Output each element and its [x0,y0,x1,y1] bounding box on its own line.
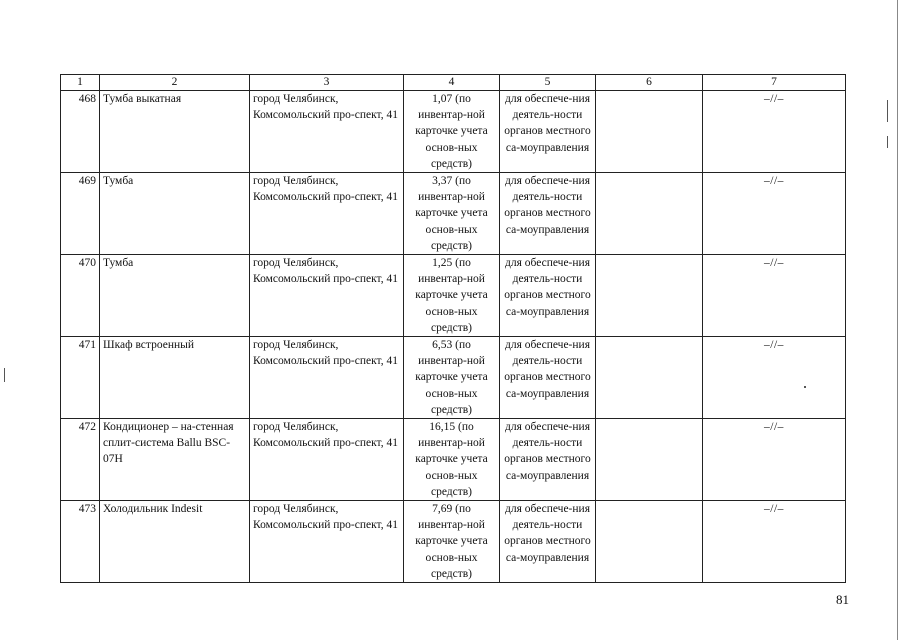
column-header: 6 [596,75,703,91]
table-row [61,501,846,583]
item-column-6 [596,173,703,255]
item-column-6 [596,337,703,419]
table-row [61,255,846,337]
item-purpose: для обеспече-ния деятель-ности органов местного са-моуправления [500,419,596,501]
item-column-7: –//– [703,173,846,255]
item-purpose: для обеспече-ния деятель-ности органов местного са-моуправления [500,337,596,419]
item-name: Холодильник Indesit [100,501,250,583]
item-column-7: –//– [703,91,846,173]
item-address: город Челябинск, Комсомольский про-спект, 41 [250,419,404,501]
item-name: Тумба [100,255,250,337]
column-header: 7 [703,75,846,91]
page-number: 81 [836,592,849,607]
item-column-6 [596,501,703,583]
item-column-6 [596,91,703,173]
property-register-table [60,74,846,583]
item-purpose: для обеспече-ния деятель-ности органов местного са-моуправления [500,501,596,583]
item-column-7: –//– [703,337,846,419]
column-header: 3 [250,75,404,91]
item-address: город Челябинск, Комсомольский про-спект, 41 [250,501,404,583]
item-purpose: для обеспече-ния деятель-ности органов местного са-моуправления [500,91,596,173]
item-address: город Челябинск, Комсомольский про-спект, 41 [250,255,404,337]
table-row [61,91,846,173]
item-column-7: –//– [703,501,846,583]
item-column-7: –//– [703,255,846,337]
table-row [61,173,846,255]
item-purpose: для обеспече-ния деятель-ности органов местного са-моуправления [500,173,596,255]
item-name: Тумба [100,173,250,255]
column-number-row [61,75,846,91]
item-name: Шкаф встроенный [100,337,250,419]
item-address: город Челябинск, Комсомольский про-спект, 41 [250,91,404,173]
item-name: Кондиционер – на-стенная сплит-система Ballu BSC-07H [100,419,250,501]
table-row [61,337,846,419]
scan-mark [887,136,888,148]
row-number: 471 [61,337,100,419]
item-cost: 7,69 (по инвентар-ной карточке учета основ-ных средств) [404,501,500,583]
item-cost: 3,37 (по инвентар-ной карточке учета основ-ных средств) [404,173,500,255]
item-cost: 16,15 (по инвентар-ной карточке учета основ-ных средств) [404,419,500,501]
item-name: Тумба выкатная [100,91,250,173]
column-header: 2 [100,75,250,91]
item-cost: 1,25 (по инвентар-ной карточке учета основ-ных средств) [404,255,500,337]
column-header: 4 [404,75,500,91]
item-column-7: –//– [703,419,846,501]
item-purpose: для обеспече-ния деятель-ности органов местного са-моуправления [500,255,596,337]
item-column-6 [596,255,703,337]
scan-mark [804,386,806,388]
column-header: 1 [61,75,100,91]
scan-mark [4,368,5,382]
scan-edge-line [897,0,898,640]
row-number: 470 [61,255,100,337]
row-number: 469 [61,173,100,255]
item-cost: 6,53 (по инвентар-ной карточке учета основ-ных средств) [404,337,500,419]
item-column-6 [596,419,703,501]
row-number: 472 [61,419,100,501]
table-row [61,419,846,501]
item-address: город Челябинск, Комсомольский про-спект, 41 [250,173,404,255]
column-header: 5 [500,75,596,91]
scan-mark [887,100,888,122]
item-address: город Челябинск, Комсомольский про-спект, 41 [250,337,404,419]
item-cost: 1,07 (по инвентар-ной карточке учета основ-ных средств) [404,91,500,173]
row-number: 473 [61,501,100,583]
row-number: 468 [61,91,100,173]
